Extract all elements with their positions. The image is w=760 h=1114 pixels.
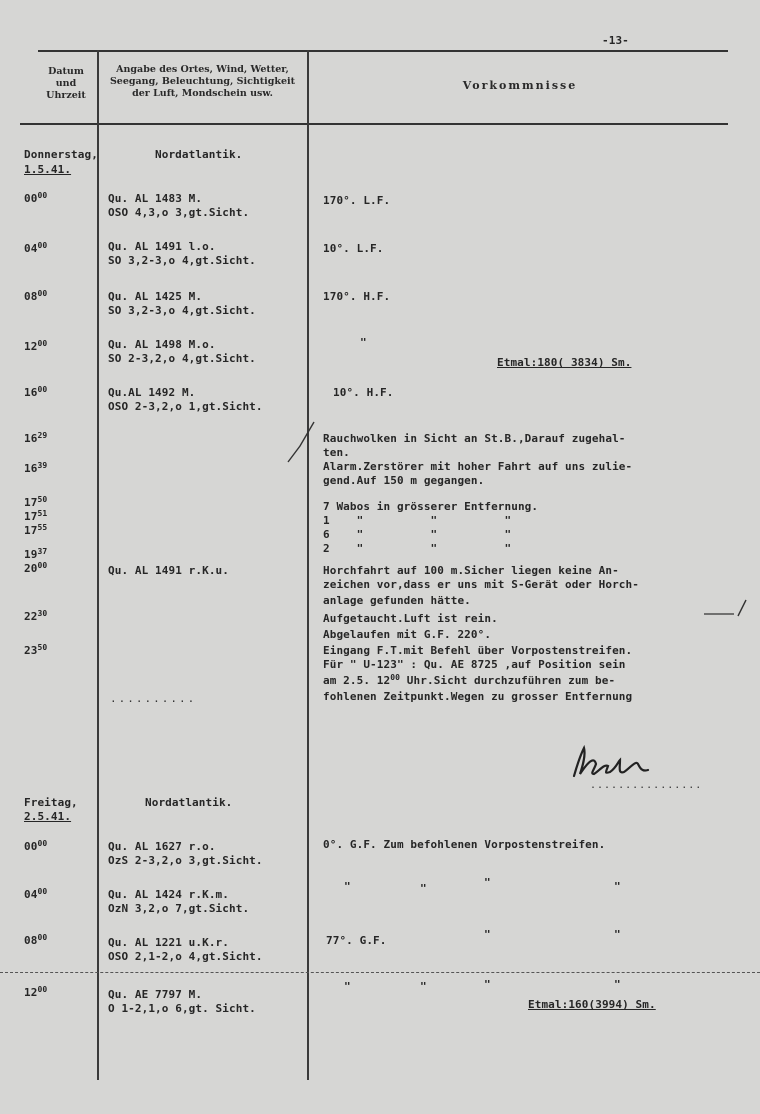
column-divider-1 xyxy=(97,50,99,1080)
time-hour: 16 xyxy=(24,432,38,445)
time-minute: 00 xyxy=(37,933,48,942)
event-line: Für " U-123" : Qu. AE 8725 ,auf Position sein xyxy=(323,658,626,671)
time-entry xyxy=(24,610,47,624)
event-line: Horchfahrt auf 100 m.Sicher liegen keine An- xyxy=(323,564,619,577)
etmal-day1: Etmal:180( 3834) Sm. xyxy=(497,356,632,369)
header-rule xyxy=(20,123,728,125)
time-minute: 30 xyxy=(37,609,48,618)
day1-weekday: Donnerstag, xyxy=(24,148,98,161)
time-entry xyxy=(24,524,47,538)
time-minute: 50 xyxy=(37,643,48,652)
event-line: Abgelaufen mit G.F. 220°. xyxy=(323,628,492,641)
day1-date: 1.5.41. xyxy=(24,163,72,176)
position-weather: Qu.AL 1492 M. OSO 2-3,2,o 1,gt.Sicht. xyxy=(108,386,263,413)
time-hour: 23 xyxy=(24,644,38,657)
event-line: 6 " " " xyxy=(323,528,512,541)
event-line: gend.Auf 150 m gegangen. xyxy=(323,474,485,487)
top-rule xyxy=(38,50,728,52)
day2-area: Nordatlantik. xyxy=(145,796,233,809)
time-hour: 00 xyxy=(24,840,38,853)
header-vorkommnisse: Vorkommnisse xyxy=(462,79,578,92)
time-minute: 55 xyxy=(37,523,48,532)
column-divider-2 xyxy=(307,50,309,1080)
ditto-mark: " xyxy=(420,980,427,993)
position-weather: Qu. AL 1483 M. OSO 4,3,o 3,gt.Sicht. xyxy=(108,192,250,219)
event-text: 77°. G.F. xyxy=(326,934,387,947)
time-minute: 50 xyxy=(37,495,48,504)
event-line: anlage gefunden hätte. xyxy=(323,594,471,607)
time-hour: 08 xyxy=(24,290,38,303)
time-minute: 29 xyxy=(37,431,48,440)
time-minute: 00 xyxy=(390,673,401,682)
time-hour: 17 xyxy=(24,510,38,523)
event-line: Eingang F.T.mit Befehl über Vorpostenstreifen. xyxy=(323,644,633,657)
time-minute: 00 xyxy=(37,839,48,848)
time-hour: 12 xyxy=(24,340,38,353)
position-weather: Qu. AL 1627 r.o. OzS 2-3,2,o 3,gt.Sicht. xyxy=(108,840,263,867)
time-hour: 17 xyxy=(24,524,38,537)
position-2000: Qu. AL 1491 r.K.u. xyxy=(108,564,230,577)
event-text: am 2.5. 12 xyxy=(323,674,391,687)
ditto-mark: " xyxy=(360,336,367,349)
time-hour: 16 xyxy=(24,462,38,475)
ditto-mark: " xyxy=(484,928,491,941)
event-line: Rauchwolken in Sicht an St.B.,Darauf zugehal- xyxy=(323,432,626,445)
correction-mark-icon xyxy=(702,596,752,618)
day2-date: 2.5.41. xyxy=(24,810,72,823)
page-number: -13- xyxy=(602,34,629,47)
position-weather: Qu. AL 1491 l.o. SO 3,2-3,o 4,gt.Sicht. xyxy=(108,240,256,267)
time-hour: 22 xyxy=(24,610,38,623)
dotted-line: .......... xyxy=(110,692,197,705)
event-line: Alarm.Zerstörer mit hoher Fahrt auf uns zulie- xyxy=(323,460,633,473)
time-entry xyxy=(24,462,47,476)
header-datum: Datum und Uhrzeit xyxy=(46,66,86,101)
ditto-mark: " xyxy=(614,928,621,941)
time-minute: 00 xyxy=(37,241,48,250)
event-text: 170°. H.F. xyxy=(323,290,391,303)
time-hour: 17 xyxy=(24,496,38,509)
time-minute: 00 xyxy=(37,339,48,348)
time-entry xyxy=(24,432,47,446)
day2-weekday: Freitag, xyxy=(24,796,78,809)
event-line: 7 Wabos in grösserer Entfernung. xyxy=(323,500,539,513)
time-minute: 00 xyxy=(37,289,48,298)
time-entry xyxy=(24,562,47,576)
time-entry xyxy=(24,644,47,658)
time-hour: 04 xyxy=(24,242,38,255)
event-line: Aufgetaucht.Luft ist rein. xyxy=(323,612,498,625)
time-hour: 12 xyxy=(24,986,38,999)
event-text: 170°. L.F. xyxy=(323,194,391,207)
ditto-mark: " xyxy=(484,978,491,991)
event-line xyxy=(323,674,615,688)
signature-image xyxy=(560,738,703,791)
time-hour: 00 xyxy=(24,192,38,205)
time-entry xyxy=(24,510,47,524)
time-hour: 16 xyxy=(24,386,38,399)
event-text: 10°. L.F. xyxy=(323,242,384,255)
event-text: 10°. H.F. xyxy=(333,386,394,399)
time-minute: 00 xyxy=(37,561,48,570)
ditto-mark: " xyxy=(344,980,351,993)
event-line: ten. xyxy=(323,446,350,459)
position-weather: Qu. AL 1221 u.K.r. OSO 2,1-2,o 4,gt.Sicht. xyxy=(108,936,263,963)
position-weather: Qu. AL 1424 r.K.m. OzN 3,2,o 7,gt.Sicht. xyxy=(108,888,250,915)
time-minute: 00 xyxy=(37,385,48,394)
time-minute: 00 xyxy=(37,887,48,896)
etmal-day2: Etmal:160(3994) Sm. xyxy=(528,998,656,1011)
time-minute: 00 xyxy=(37,985,48,994)
time-hour: 04 xyxy=(24,888,38,901)
page-fold-line xyxy=(0,972,760,973)
event-line: 2 " " " xyxy=(323,542,512,555)
event-text: 0°. G.F. Zum befohlenen Vorpostenstreifen. xyxy=(323,838,606,851)
time-minute: 00 xyxy=(37,191,48,200)
ditto-mark: " xyxy=(344,880,351,893)
time-hour: 19 xyxy=(24,548,38,561)
position-weather: Qu. AL 1425 M. SO 3,2-3,o 4,gt.Sicht. xyxy=(108,290,256,317)
time-hour: 20 xyxy=(24,562,38,575)
time-hour: 08 xyxy=(24,934,38,947)
ditto-mark: " xyxy=(614,880,621,893)
ditto-mark: " xyxy=(614,978,621,991)
time-entry xyxy=(24,496,47,510)
header-ort: Angabe des Ortes, Wind, Wetter, Seegang, Beleuchtung, Sichtigkeit der Luft, Mondschein usw. xyxy=(109,64,296,99)
ditto-mark: " xyxy=(484,876,491,889)
event-line: fohlenen Zeitpunkt.Wegen zu grosser Entfernung xyxy=(323,690,633,703)
time-minute: 37 xyxy=(37,547,48,556)
time-minute: 51 xyxy=(37,509,48,518)
time-entry xyxy=(24,548,47,562)
time-minute: 39 xyxy=(37,461,48,470)
check-mark-icon xyxy=(286,420,316,466)
signature-dots: ................ xyxy=(590,780,703,791)
event-line: zeichen vor,dass er uns mit S-Gerät oder Horch- xyxy=(323,578,639,591)
day1-area: Nordatlantik. xyxy=(155,148,243,161)
position-weather: Qu. AL 1498 M.o. SO 2-3,2,o 4,gt.Sicht. xyxy=(108,338,256,365)
event-text: Uhr.Sicht durchzuführen zum be- xyxy=(400,674,616,687)
ditto-mark: " xyxy=(420,882,427,895)
event-line: 1 " " " xyxy=(323,514,512,527)
position-weather: Qu. AE 7797 M. O 1-2,1,o 6,gt. Sicht. xyxy=(108,988,256,1015)
